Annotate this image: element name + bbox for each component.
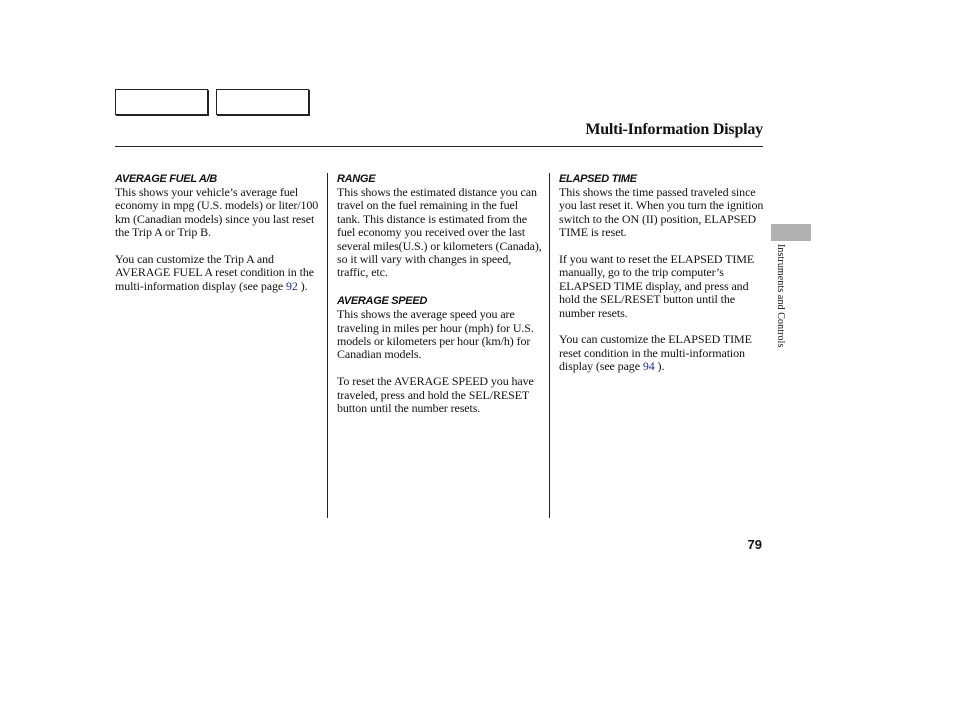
heading-elapsed-time: ELAPSED TIME [559,173,637,185]
column-average-fuel [115,171,321,293]
elapsed-time-description: This shows the time passed traveled since you last reset it. When you turn the ignition switch to the ON (II) position, ELAPSED TIME is reset. [559,185,764,240]
range-description: This shows the estimated distance you can travel on the fuel remaining in the fuel tank. This distance is estimated from the fuel economy you received over the last several miles(U.S.) or kilometers (Canada), so it will vary with changes in speed, traffic, etc. [337,185,542,280]
average-fuel-customize-text [115,253,321,293]
section-side-label: Instruments and Controls [775,244,786,348]
section-tab-marker [771,224,811,241]
elapsed-time-reset-text: If you want to reset the ELAPSED TIME manually, go to the trip computer’s ELAPSED TIME display, and press and hold the SEL/RESET button until the number resets. [559,252,755,320]
customize-text-start: You can customize the ELAPSED TIME reset condition in the multi-information display (see page [559,332,752,374]
heading-average-speed: AVERAGE SPEED [337,295,428,308]
average-speed-reset-text: To reset the AVERAGE SPEED you have traveled, press and hold the SEL/RESET button until the number resets. [337,374,534,416]
heading-range: RANGE [337,173,376,185]
column-divider-2 [549,173,550,518]
page-title: Multi-Information Display [585,121,763,138]
page-link-92[interactable]: 92 [286,278,298,293]
elapsed-time-customize-text [559,333,765,373]
heading-average-fuel: AVERAGE FUEL A/B [115,173,217,185]
column-range [337,171,543,415]
column-elapsed-time [559,171,765,374]
nav-button-1[interactable] [115,89,208,115]
page-number: 79 [747,537,762,552]
customize-text-end: ). [654,359,665,374]
title-divider [115,146,763,147]
column-divider-1 [327,173,328,518]
page-link-94[interactable]: 94 [642,359,655,374]
customize-text-start: You can customize the Trip A and AVERAGE FUEL A reset condition in the multi-information display (see page [115,252,314,293]
customize-text-end: ). [297,278,308,293]
average-speed-description: This shows the average speed you are traveling in miles per hour (mph) for U.S. models or kilometers per hour (km/h) for Canadian models. [337,307,534,362]
nav-button-2[interactable] [216,89,309,115]
average-fuel-description: This shows your vehicle’s average fuel economy in mpg (U.S. models) or liter/100 km (Canadian models) since you last reset the Trip A or Trip B. [115,185,319,240]
